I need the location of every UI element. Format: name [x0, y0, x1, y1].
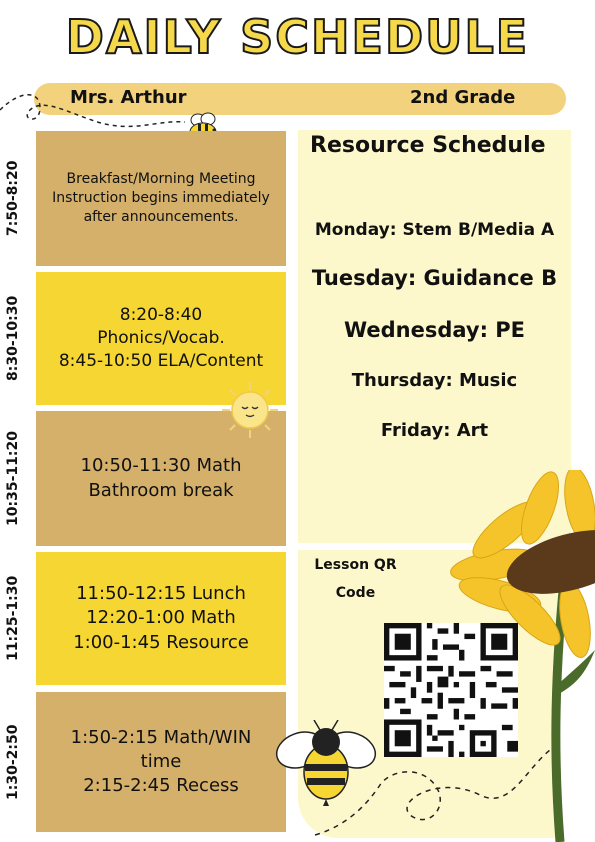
- resource-thursday: Thursday: Music: [351, 370, 518, 391]
- block-3-line-2: Bathroom break: [88, 479, 234, 501]
- time-label-2: 8:30-10:30: [5, 295, 21, 382]
- block-1-line-2: Instruction begins immediately: [52, 190, 270, 207]
- block-2-line-2: Phonics/Vocab.: [97, 328, 225, 349]
- time-label-5: 1:30-2:50: [5, 724, 21, 800]
- block-5-line-3: 2:15-2:45 Recess: [83, 775, 239, 797]
- schedule-block-5: [36, 692, 286, 832]
- block-2-line-1: 8:20-8:40: [119, 305, 203, 326]
- block-1-line-1: Breakfast/Morning Meeting: [66, 171, 256, 188]
- block-4-line-3: 1:00-1:45 Resource: [73, 631, 249, 653]
- resource-tuesday: Tuesday: Guidance B: [311, 266, 558, 290]
- block-4-line-2: 12:20-1:00 Math: [86, 607, 236, 629]
- time-label-1: 7:50-8:20: [5, 160, 21, 237]
- resource-title: Resource Schedule: [310, 133, 546, 158]
- schedule-block-1: [36, 131, 286, 266]
- page-title: DAILY SCHEDULE: [65, 10, 530, 64]
- bee-icon-large: [272, 720, 380, 810]
- block-5-line-2: time: [140, 750, 182, 772]
- sun-icon: [218, 380, 282, 440]
- resource-wednesday: Wednesday: PE: [343, 318, 526, 342]
- teacher-name: Mrs. Arthur: [70, 87, 187, 108]
- qr-label-line-1: Lesson QR: [314, 557, 397, 573]
- block-4-line-1: 11:50-12:15 Lunch: [76, 583, 246, 605]
- block-3-line-1: 10:50-11:30 Math: [80, 455, 242, 477]
- block-1-line-3: after announcements.: [83, 208, 239, 225]
- qr-label-line-2: Code: [335, 585, 376, 601]
- time-label-4: 11:25-1:30: [5, 575, 21, 662]
- resource-friday: Friday: Art: [380, 420, 489, 441]
- schedule-block-4: [36, 552, 286, 685]
- grade-label: 2nd Grade: [410, 87, 516, 108]
- block-2-line-3: 8:45-10:50 ELA/Content: [58, 350, 264, 371]
- resource-monday: Monday: Stem B/Media A: [314, 220, 555, 240]
- block-5-line-1: 1:50-2:15 Math/WIN: [70, 726, 252, 748]
- time-label-3: 10:35-11:20: [5, 431, 21, 526]
